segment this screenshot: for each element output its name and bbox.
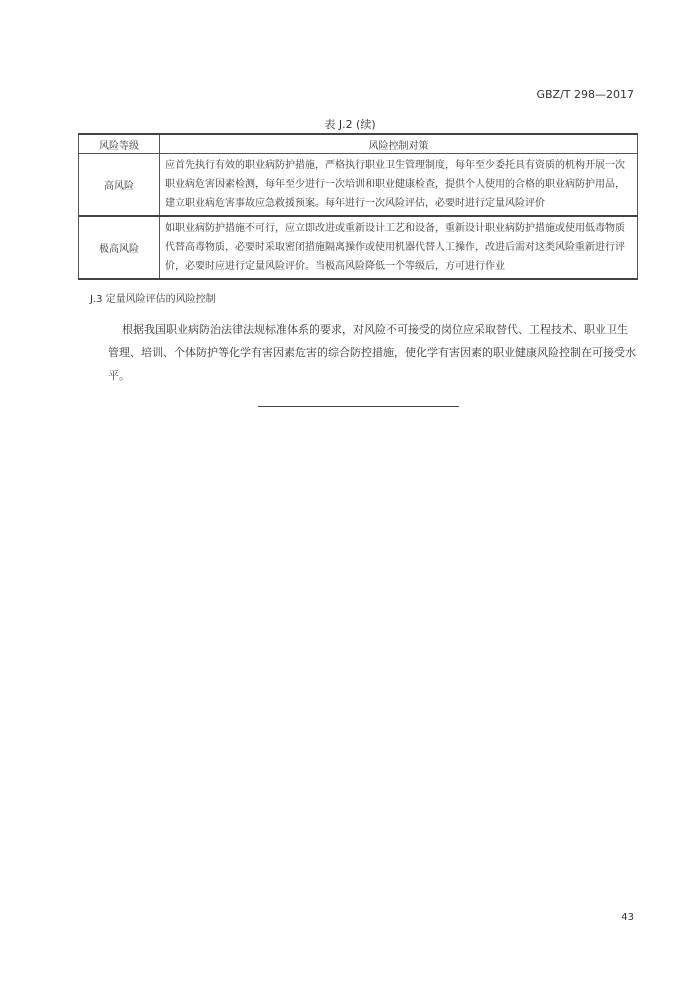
risk-control-table	[78, 133, 638, 280]
table-header-row	[79, 134, 638, 154]
section-title: J.3 定量风险评估的风险控制	[90, 294, 216, 305]
table-row	[79, 154, 638, 217]
end-rule	[258, 406, 459, 407]
paragraph-text: 根据我国职业病防治法律法规标准体系的要求，对风险不可接受的岗位应采取替代、工程技术、职业卫生管理、培训、个体防护等化学有害因素危害的综合防控措施，使化学有害因素的职业健康风险控制在可接受水平。	[108, 323, 636, 382]
section-paragraph	[108, 318, 638, 387]
table-row	[79, 216, 638, 279]
column-header-level: 风险等级	[79, 134, 160, 154]
page-number: 43	[621, 912, 634, 923]
risk-level-cell: 高风险	[79, 154, 160, 217]
risk-measure-cell: 如职业病防护措施不可行，应立即改进或重新设计工艺和设备，重新设计职业病防护措施或使用低毒物质代替高毒物质，必要时采取密闭措施隔离操作或使用机器代替人工操作，改进后需对这类风险重新进行评价，必要时应进行定量风险评价。当极高风险降低一个等级后，方可进行作业	[160, 216, 638, 279]
risk-level-cell: 极高风险	[79, 216, 160, 279]
risk-measure-cell: 应首先执行有效的职业病防护措施，严格执行职业卫生管理制度，每年至少委托具有资质的机构开展一次职业病危害因素检测，每年至少进行一次培训和职业健康检查，提供个人使用的合格的职业病防护用品，建立职业病危害事故应急救援预案。每年进行一次风险评估，必要时进行定量风险评价	[160, 154, 638, 217]
standard-code: GBZ/T 298—2017	[536, 88, 634, 101]
table-caption: 表 J.2 (续)	[324, 118, 376, 131]
column-header-measure: 风险控制对策	[160, 134, 638, 154]
